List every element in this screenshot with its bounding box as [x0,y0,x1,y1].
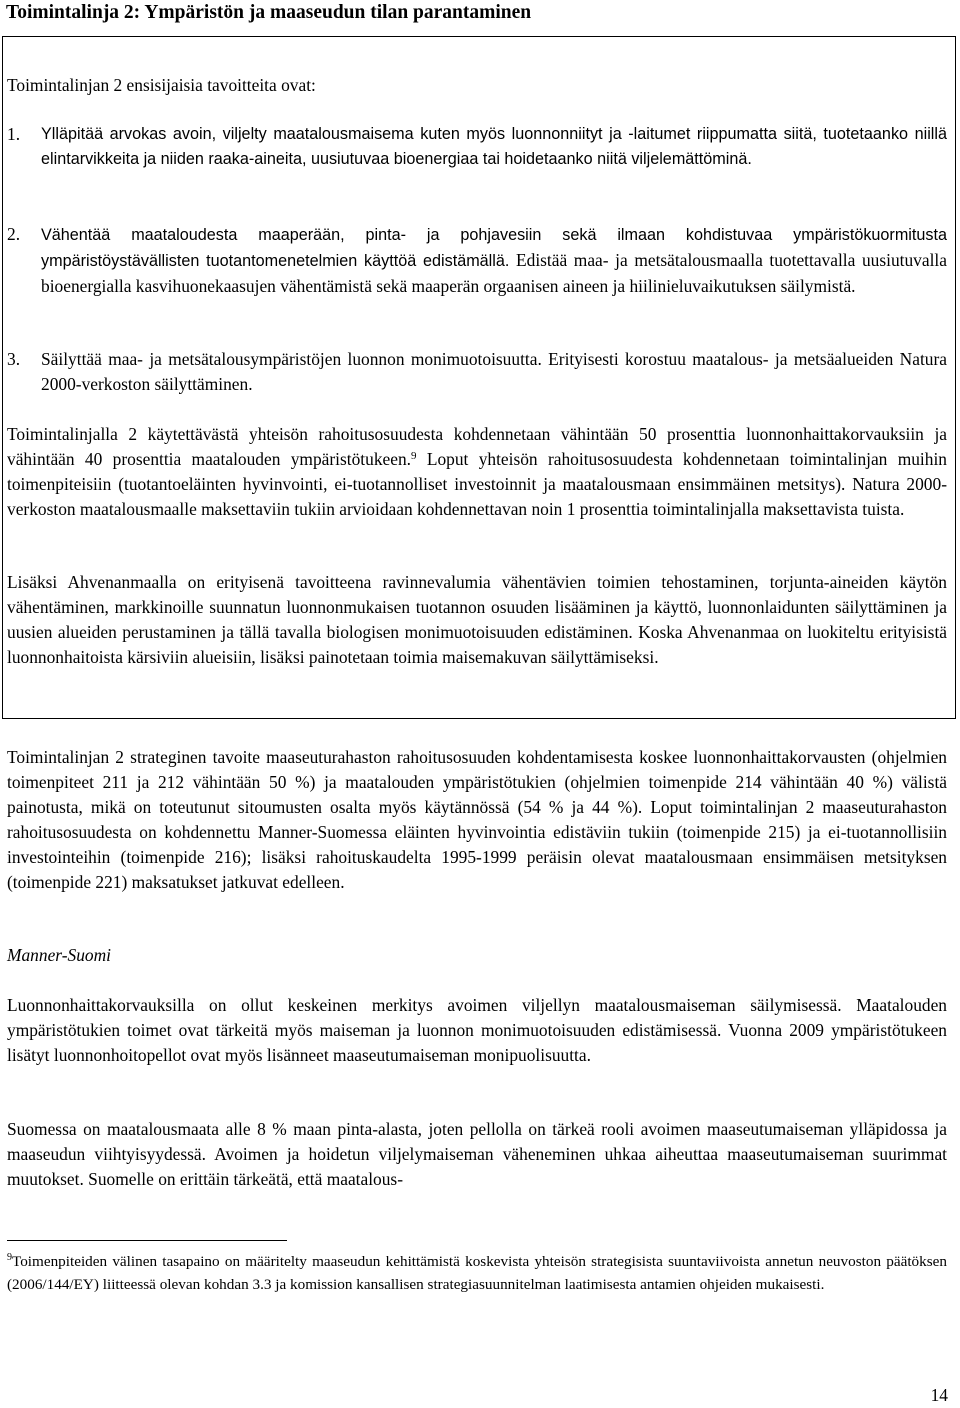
page-number: 14 [930,1385,948,1405]
footnote-text: Toimenpiteiden välinen tasapaino on määritelty maaseudun kehittämistä koskevista yhteisön strategisista suuntaviivoista annetun neuvoston päätöksen (2006/144/EY) liitteessä olevan kohdan 3.3 ja komission kansallisen strategiasuunnitelman laatimisesta antamien ohjeiden mukaisesti. [7,1253,947,1293]
goal-3-number: 3. [7,349,21,369]
goal-3-text: Säilyttää maa- ja metsätalousympäristöjen luonnon monimuotoisuutta. Erityisesti korostuu maatalous- ja metsäalueiden Natura 2000-verkoston säilyttäminen. [41,349,947,394]
goal-2-text-a: Vähentää maataloudesta maaperään, pinta- ja pohjavesiin sekä ilmaan kohdistuvaa ympäristökuormitusta ympäristöystävällisten tuotantomenetelmien käyttöä edistämällä. [41,226,947,270]
box-top-rule [2,36,956,37]
mainland-paragraph-2: Suomessa on maatalousmaata alle 8 % maan pinta-alasta, joten pellolla on tärkeä rooli avoimen maaseutumaiseman ylläpidossa ja maaseudun viihtyisyydessä. Avoimen ja hoidetun viljelymaiseman väheneminen uhkaa aiheuttaa maaseutumaiseman suurimmat muutokset. Suomelle on erittäin tärkeätä, että maatalous- [7,1119,947,1189]
goal-2-number: 2. [7,224,21,244]
mainland-paragraph-1: Luonnonhaittakorvauksilla on ollut keskeinen merkitys avoimen viljellyn maatalousmaiseman säilymisessä. Maatalouden ympäristötukien toimet ovat tärkeitä myös maiseman ja luonnon monimuotoisuuden edistämisessä. Vuonna 2009 ympäristötukeen lisätyt luonnonhoitopellot ovat myös lisänneet maaseutumaiseman monipuolisuutta. [7,995,947,1065]
funding-text-a: Toimintalinjalla 2 käytettävästä yhteisön rahoitusosuudesta kohdennetaan vähintään 50 prosenttia luonnonhaittakorvauksiin ja vähintään 40 prosenttia maatalouden ympäristötukeen. [7,424,947,469]
funding-text-b: Loput yhteisön rahoitusosuudesta kohdennetaan toimintalinjan muihin toimenpiteisiin (tuotantoeläinten hyvinvointi, ei-tuotannolliset investoinnit ja maatalousmaan ensimmäinen metsitys). Natura 2000-verkoston maatalousmaalle maksettaviin tukiin arvioidaan kohdennettavan noin 1 prosenttia toimintalinjalla maksettavista tuista. [7,449,947,519]
goal-1 [7,122,947,172]
footnote-9 [7,1250,947,1296]
objectives-intro: Toimintalinjan 2 ensisijaisia tavoitteita ovat: [7,75,316,95]
aland-paragraph: Lisäksi Ahvenanmaalla on erityisenä tavoitteena ravinnevalumia vähentävien toimien tehostaminen, torjunta-aineiden käytön vähentäminen, markkinoille suunnatun luonnonmukaisen tuotannon osuuden lisääminen ja käyttö, luonnonlaidunten säilyttäminen ja uusien alueiden perustaminen ja tällä tavalla biologisen monimuotoisuuden edistäminen. Koska Ahvenanmaa on luokiteltu erityisistä luonnonhaitoista kärsiviin alueisiin, lisäksi painotetaan toimia maisemakuvan säilyttämiseksi. [7,572,947,667]
goal-2-text-b: Edistää maa- ja metsätalousmaalla tuotettavalla uusiutuvalla bioenergialla kasvihuonekaasujen vähentämistä sekä maaperän orgaanisen aineen ja hiilinieluvaikutuksen säilymistä. [41,250,947,296]
section-heading: Toimintalinja 2: Ympäristön ja maaseudun tilan parantaminen [6,2,532,23]
footnote-separator [7,1240,287,1241]
footnote-ref-9[interactable]: 9 [411,450,417,462]
footnote-mark: 9 [7,1252,12,1263]
strategy-paragraph: Toimintalinjan 2 strateginen tavoite maaseuturahaston rahoitusosuuden kohdentamisesta koskee luonnonhaittakorvausten (ohjelmien toimenpiteet 211 ja 212 vähintään 50 %) ja maatalouden ympäristötukien (ohjelmien toimenpide 214 vähintään 40 %) välistä painotusta, mikä on toteutunut sitoumusten osalta myös käytännössä (54 % ja 44 %). Loput toimintalinjan 2 maaseuturahaston rahoitusosuudesta on kohdennettu Manner-Suomessa eläinten hyvinvointia edistäviin tukiin (toimenpide 215) ja ei-tuotannollisiin investointeihin (toimenpide 216); lisäksi rahoituskaudelta 1995-1999 peräisin olevat maatalousmaan ensimmäisen metsityksen (toimenpide 221) maksatukset jatkuvat edelleen. [7,747,947,892]
goal-2 [7,222,947,299]
goal-1-number: 1. [7,124,21,144]
goal-1-text: Ylläpitää arvokas avoin, viljelty maatalousmaisema kuten myös luonnonniityt ja -laitumet riippumatta siitä, tuotetaanko niillä elintarvikkeita ja niiden raaka-aineita, uusiutuvaa bioenergiaa tai hoidetaanko niitä viljelemättöminä. [41,125,947,168]
mainland-subheading: Manner-Suomi [7,945,111,965]
funding-paragraph [7,422,947,522]
goal-3 [7,347,947,397]
goal-2-text [41,222,947,299]
